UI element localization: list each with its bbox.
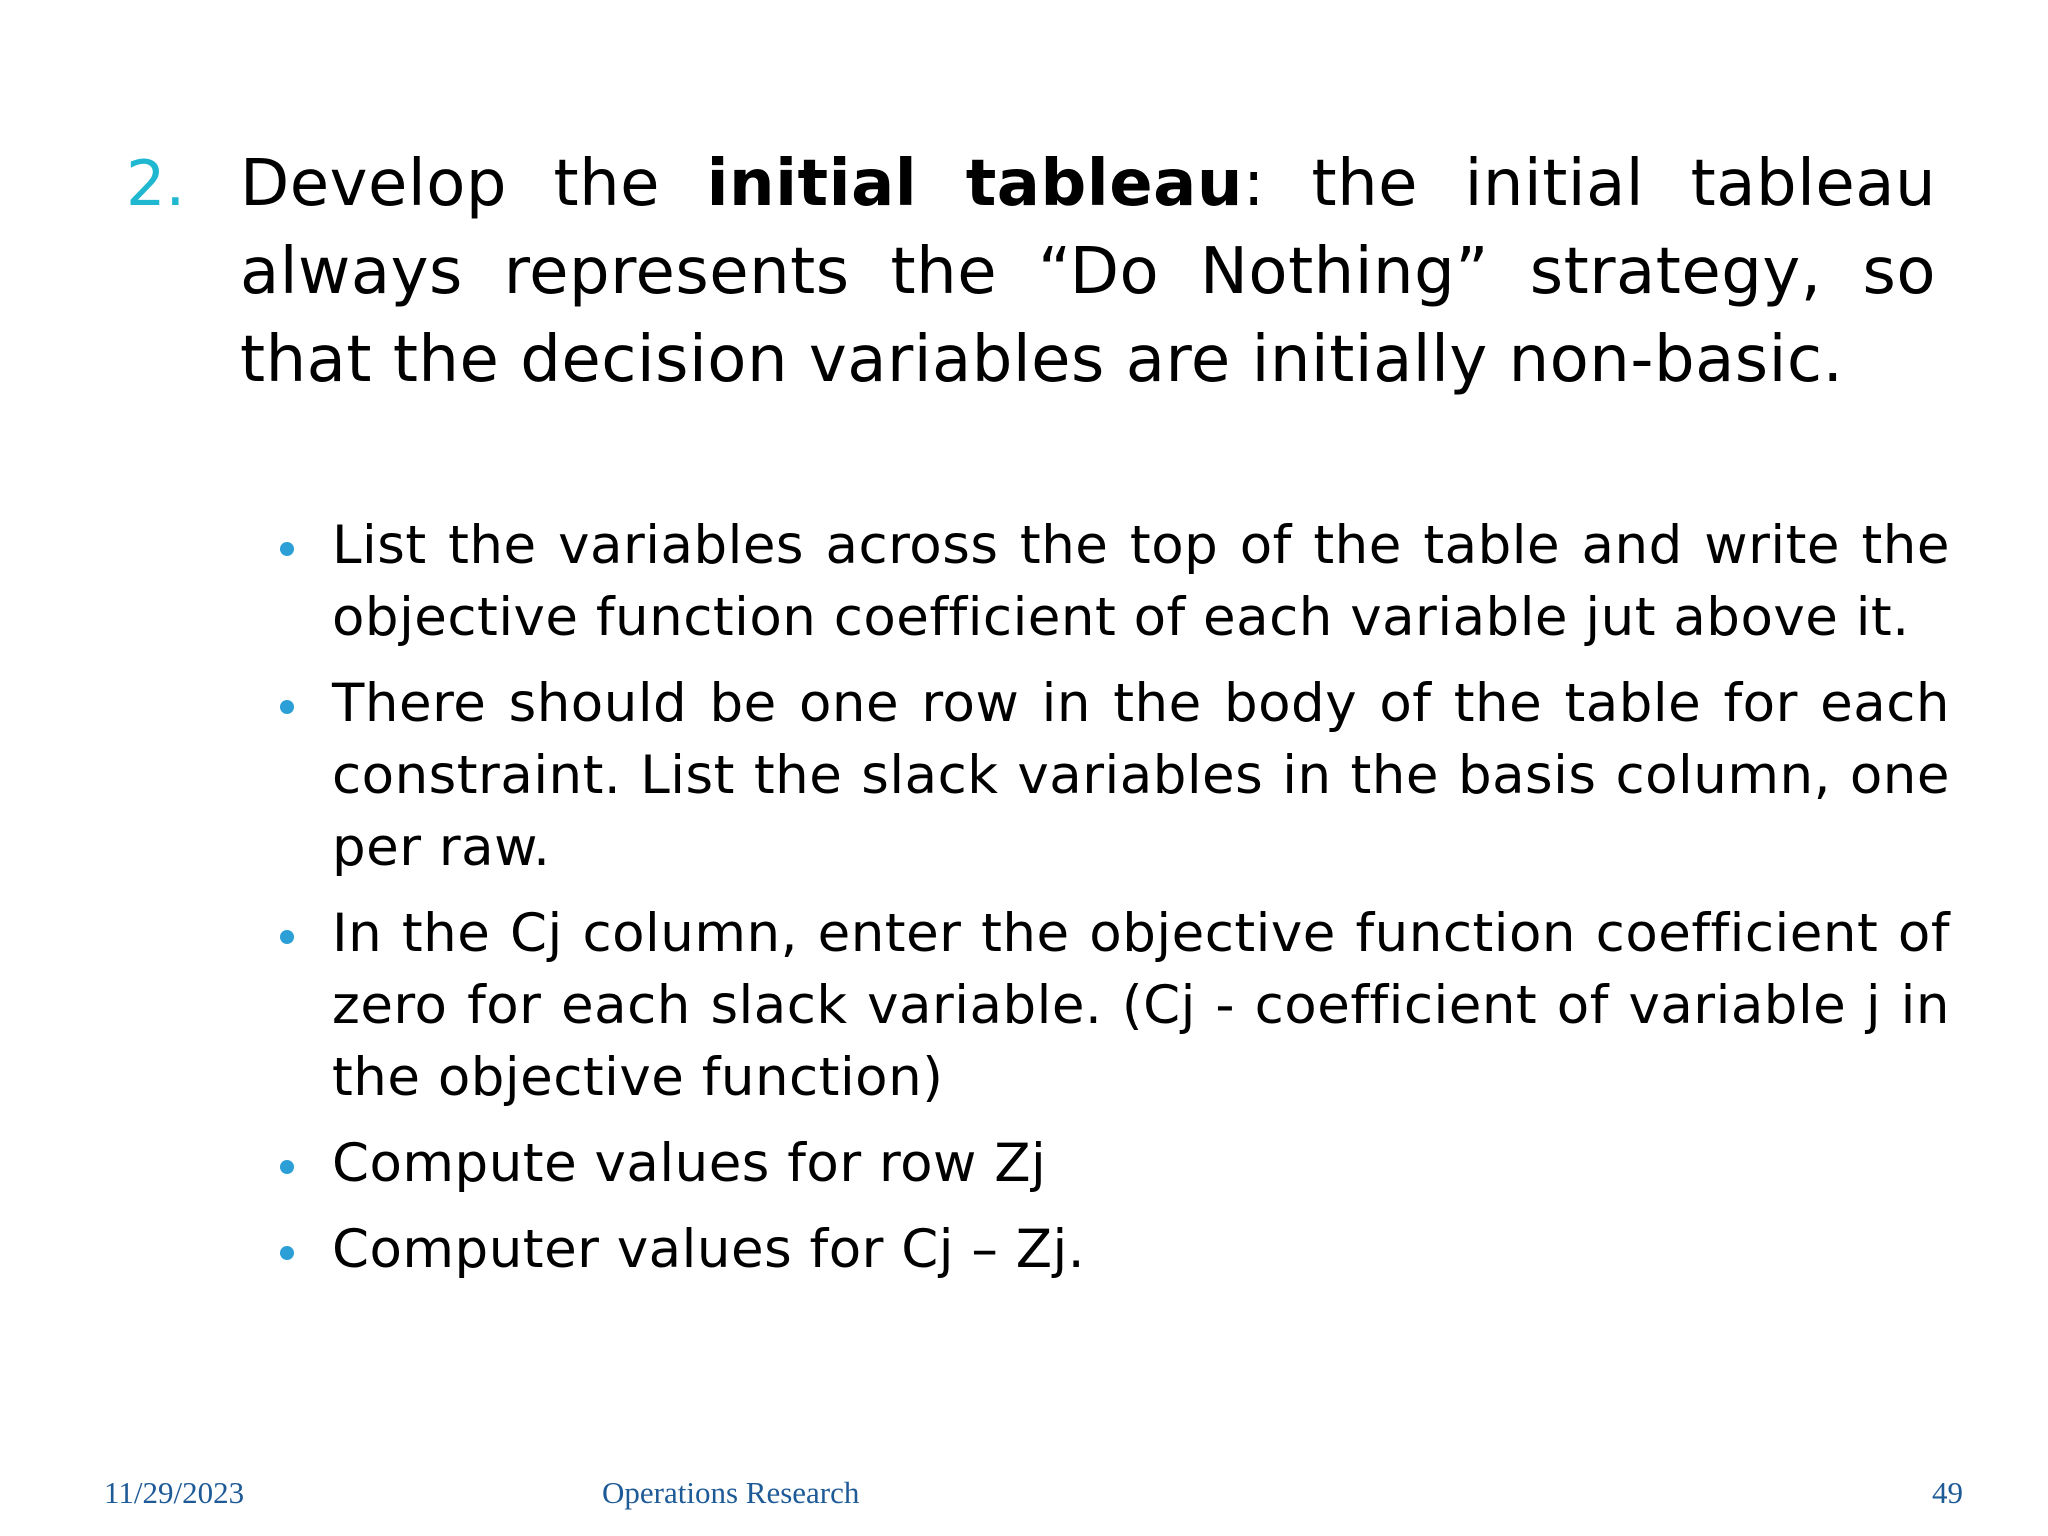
bullet-item	[270, 668, 1950, 884]
bullet-item	[270, 510, 1950, 654]
bullet-item	[270, 1214, 1950, 1286]
footer-title: Operations Research	[602, 1475, 860, 1510]
bullet-text: There should be one row in the body of the table for each constraint. List the slack variables in the basis column, one per raw.	[332, 673, 1950, 878]
bullet-dot-icon	[280, 700, 294, 714]
bullet-text: Computer values for Cj – Zj.	[332, 1219, 1086, 1280]
bullet-text: In the Cj column, enter the objective function coefficient of zero for each slack variable. (Cj - coefficient of variable j in the objective function)	[332, 903, 1950, 1108]
main-point-number: 2.	[126, 147, 186, 220]
main-point-bold-term: initial tableau	[706, 147, 1243, 221]
bullet-text: Compute values for row Zj	[332, 1133, 1047, 1194]
bullet-dot-icon	[280, 930, 294, 944]
main-point-text-end: : the initial tableau always represents the “Do Nothing” strategy, so that the decision variables are initially non-basic.	[240, 147, 1937, 397]
bullet-list	[270, 510, 1950, 1286]
bullet-item	[270, 1128, 1950, 1200]
main-point-text-start: Develop the	[240, 147, 707, 221]
bullet-dot-icon	[280, 542, 294, 556]
bullet-dot-icon	[280, 1246, 294, 1260]
main-point-text	[240, 140, 1936, 404]
bullet-item	[270, 898, 1950, 1114]
bullet-text: List the variables across the top of the table and write the objective function coefficient of each variable jut above it.	[332, 515, 1950, 648]
bullet-dot-icon	[280, 1160, 294, 1174]
footer-date: 11/29/2023	[104, 1475, 245, 1510]
footer-page-number: 49	[1932, 1475, 1963, 1510]
